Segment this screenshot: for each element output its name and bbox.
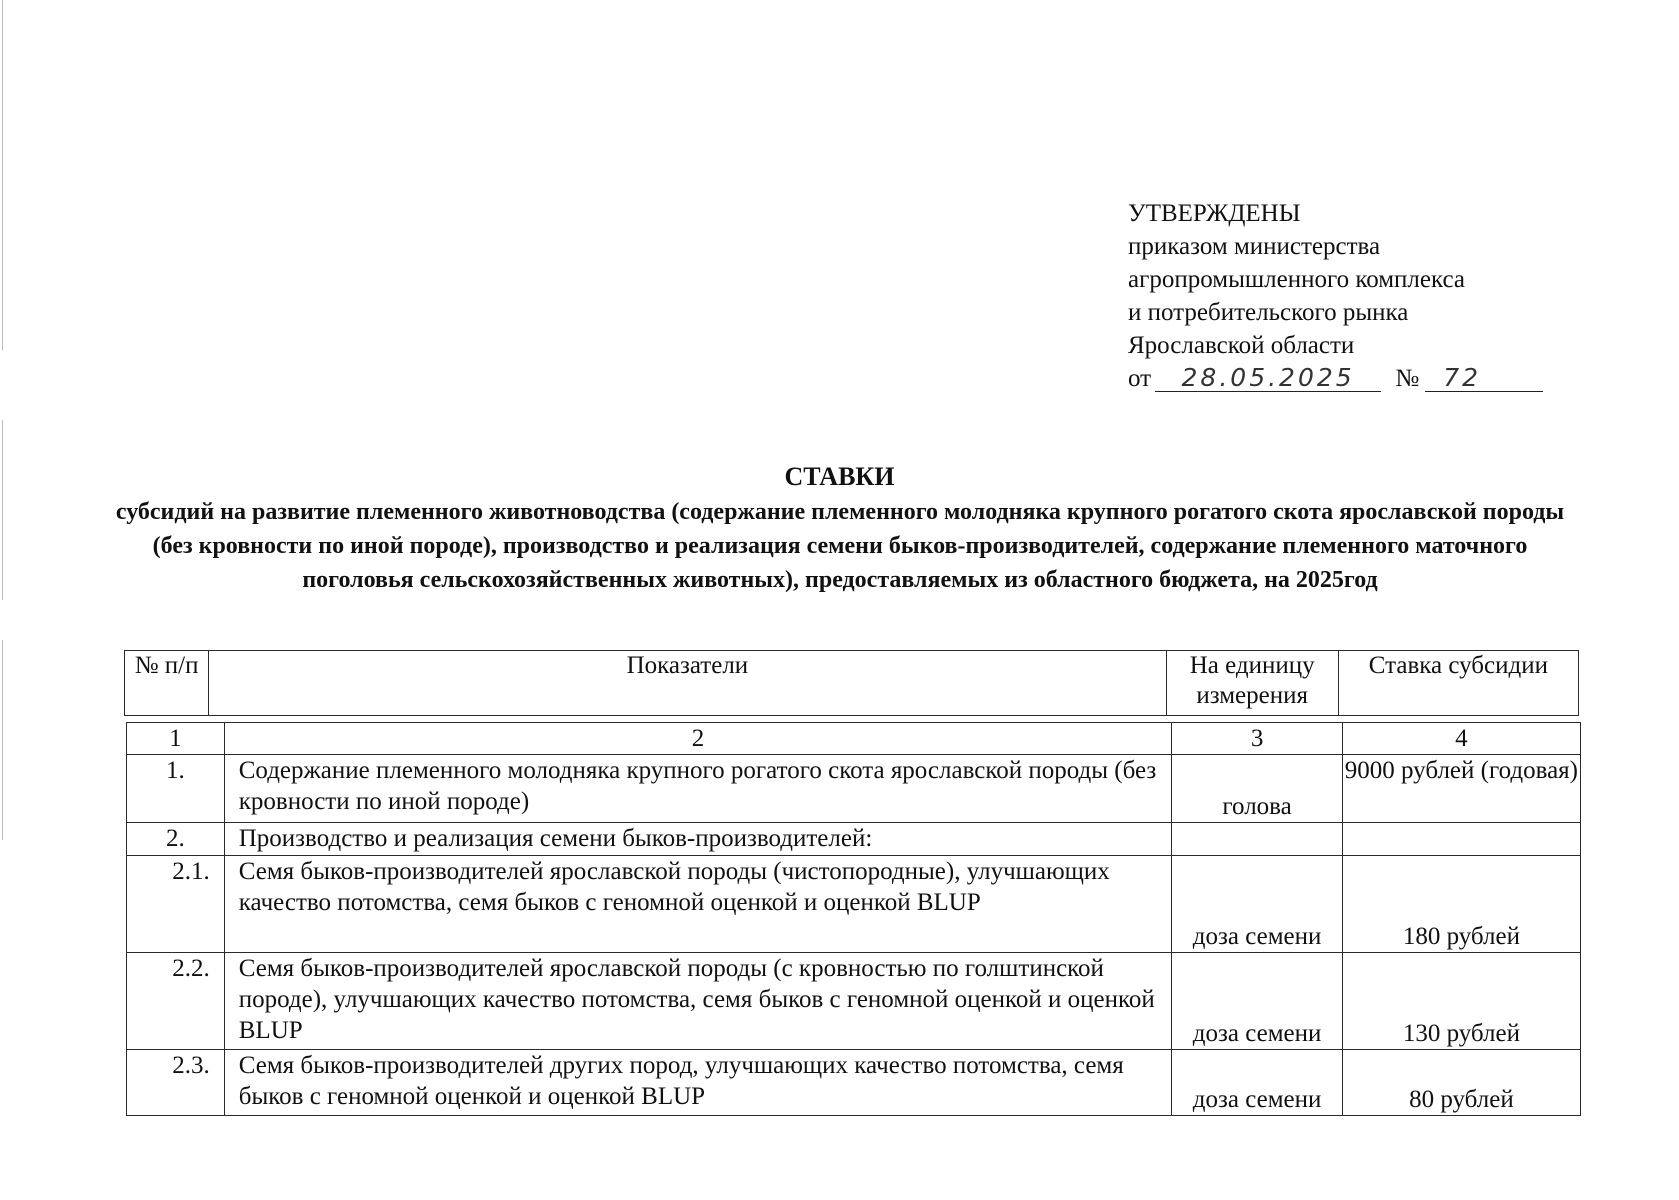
approval-line: и потребительского рынка bbox=[1128, 299, 1409, 326]
row-text: Семя быков-производителей других пород, улучшающих качество потомства, семя быков с геномной оценкой и оценкой BLUP bbox=[224, 1050, 1172, 1116]
approval-block bbox=[1128, 197, 1543, 395]
row-number: 2. bbox=[127, 823, 225, 856]
row-unit bbox=[1172, 823, 1342, 856]
approval-date-line bbox=[1128, 362, 1543, 395]
row-unit: голова bbox=[1172, 755, 1342, 823]
approval-number-label: № bbox=[1395, 365, 1420, 392]
table-row bbox=[127, 856, 1581, 953]
table-header bbox=[124, 650, 1579, 716]
scan-edge-mark bbox=[2, 640, 3, 840]
approval-title: УТВЕРЖДЕНЫ bbox=[1128, 200, 1301, 227]
approval-line: приказом министерства bbox=[1128, 233, 1381, 260]
column-number: 4 bbox=[1342, 723, 1580, 755]
header-rate: Ставка субсидии bbox=[1338, 651, 1578, 716]
row-number: 2.1. bbox=[127, 856, 225, 953]
scan-edge-mark bbox=[2, 0, 3, 350]
header-unit: На единицу измерения bbox=[1166, 651, 1338, 716]
approval-number: 72 bbox=[1425, 365, 1543, 392]
approval-from-label: от bbox=[1128, 365, 1152, 392]
rates-table bbox=[126, 722, 1581, 1116]
row-rate: 9000 рублей (годовая) bbox=[1342, 755, 1580, 823]
row-rate: 180 рублей bbox=[1342, 856, 1580, 953]
row-text: Производство и реализация семени быков-производителей: bbox=[224, 823, 1172, 856]
column-number: 2 bbox=[224, 723, 1172, 755]
document-subtitle: субсидий на развитие племенного животноводства (содержание племенного молодняка крупного рогатого скота ярославской породы (без кровности по иной породе), производство и реализация семени быков-производителей, содержание племенного маточного поголовья сельскохозяйственных животных), предоставляемых из областного бюджета, на 2025год bbox=[115, 499, 1565, 593]
row-unit: доза семени bbox=[1172, 1050, 1342, 1116]
header-indicator: Показатели bbox=[209, 651, 1166, 716]
row-number: 2.2. bbox=[127, 953, 225, 1050]
row-rate: 130 рублей bbox=[1342, 953, 1580, 1050]
row-rate bbox=[1342, 823, 1580, 856]
table-row bbox=[127, 1050, 1581, 1116]
table-row bbox=[127, 953, 1581, 1050]
approval-date: 28.05.2025 bbox=[1155, 365, 1381, 392]
scan-edge-mark bbox=[2, 420, 3, 600]
row-text: Семя быков-производителей ярославской породы (чистопородные), улучшающих качество потомства, семя быков с геномной оценкой и оценкой BLUP bbox=[224, 856, 1172, 953]
row-rate: 80 рублей bbox=[1342, 1050, 1580, 1116]
column-number-row bbox=[127, 723, 1581, 755]
table-row bbox=[127, 755, 1581, 823]
row-number: 1. bbox=[127, 755, 225, 823]
row-number: 2.3. bbox=[127, 1050, 225, 1116]
document-title: СТАВКИ bbox=[784, 462, 895, 491]
row-text: Содержание племенного молодняка крупного рогатого скота ярославской породы (без кровности по иной породе) bbox=[224, 755, 1172, 823]
column-number: 3 bbox=[1172, 723, 1342, 755]
column-number: 1 bbox=[127, 723, 225, 755]
header-no: № п/п bbox=[125, 651, 209, 716]
row-unit: доза семени bbox=[1172, 856, 1342, 953]
approval-line: агропромышленного комплекса bbox=[1128, 266, 1466, 293]
table-row bbox=[127, 823, 1581, 856]
row-unit: доза семени bbox=[1172, 953, 1342, 1050]
approval-line: Ярославской области bbox=[1128, 332, 1355, 359]
row-text: Семя быков-производителей ярославской породы (с кровностью по голштинской породе), улучшающих качество потомства, семя быков с геномной оценкой и оценкой BLUP bbox=[224, 953, 1172, 1050]
